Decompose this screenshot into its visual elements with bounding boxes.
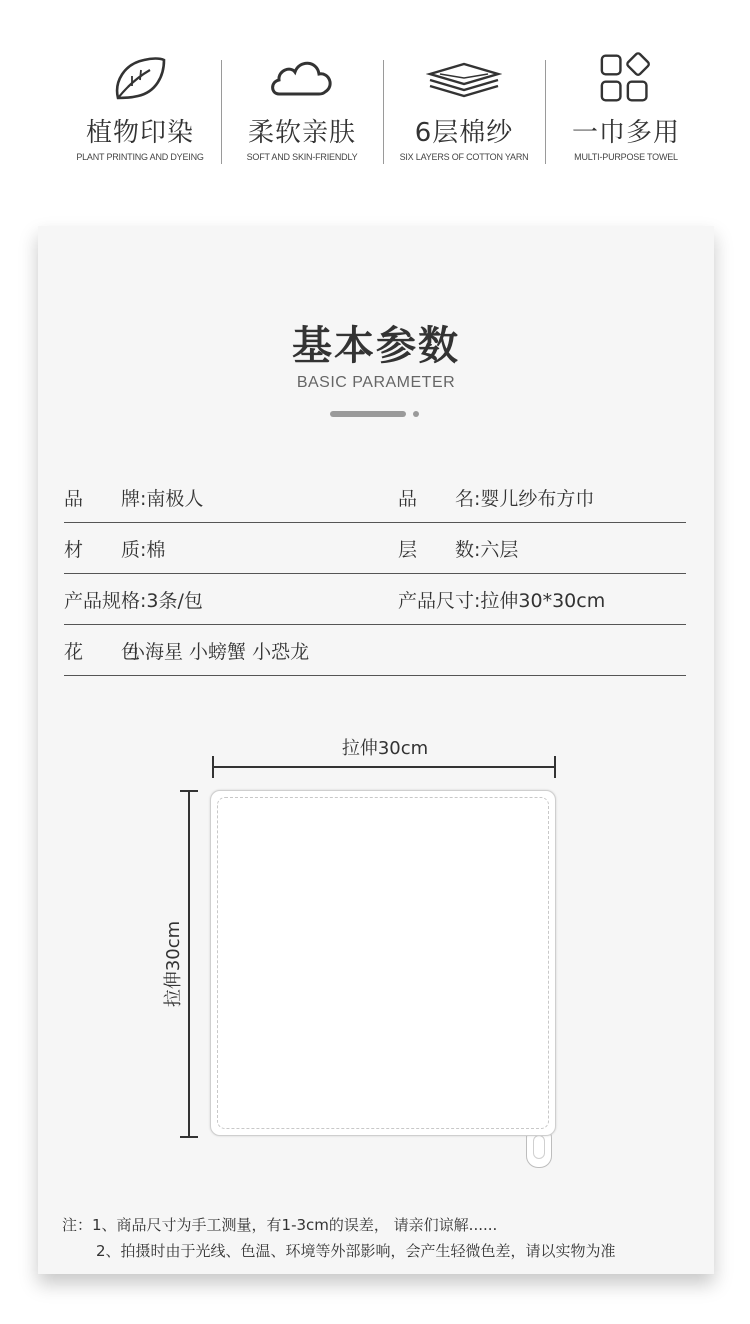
- width-dimension-label: 拉伸30cm: [341, 738, 429, 759]
- width-dimension-line: [212, 766, 556, 768]
- param-value: 小海星 小螃蟹 小恐龙: [126, 641, 310, 663]
- param-layers: [398, 535, 518, 562]
- param-material: [64, 535, 165, 562]
- feature-subtitle: PLANT PRINTING AND DYEING: [76, 152, 204, 162]
- param-value: 3条/包: [146, 590, 203, 612]
- height-dimension-line: [188, 790, 190, 1138]
- title-dot: [413, 411, 419, 417]
- param-pattern: [64, 637, 309, 664]
- param-value: 拉伸30*30cm: [480, 590, 606, 612]
- note-line: 2、拍摄时由于光线、色温、环境等外部影响，会产生轻微色差，请以实物为准: [96, 1242, 616, 1260]
- towel-illustration: [210, 790, 556, 1136]
- feature-title: 柔软亲肤: [247, 118, 356, 148]
- feature-title: 6层棉纱: [414, 118, 514, 148]
- param-row: [64, 472, 686, 523]
- param-label: 花 色: [64, 641, 141, 663]
- feature-soft: [222, 52, 382, 172]
- param-brand: [64, 484, 203, 511]
- grid-icon: [596, 52, 656, 104]
- param-row: [64, 523, 686, 574]
- parameter-table: [64, 472, 686, 676]
- param-row: [64, 625, 686, 676]
- param-label: 品 名:: [398, 488, 481, 510]
- feature-subtitle: SIX LAYERS OF COTTON YARN: [399, 152, 529, 162]
- param-spec: [64, 586, 203, 613]
- param-label: 产品规格:: [64, 590, 147, 612]
- parameter-card: [38, 226, 714, 1274]
- layers-icon: [426, 52, 502, 104]
- param-row: [64, 574, 686, 625]
- section-subtitle: BASIC PARAMETER: [296, 374, 456, 391]
- param-label: 层 数:: [398, 539, 481, 561]
- param-value: 婴儿纱布方巾: [480, 488, 595, 510]
- param-label: 产品尺寸:: [398, 590, 481, 612]
- param-value: 六层: [480, 539, 519, 561]
- section-title: 基本参数: [292, 323, 460, 369]
- note-line: 注：1、商品尺寸为手工测量，有1-3cm的误差， 请亲们谅解......: [62, 1216, 498, 1234]
- height-dimension-label: 拉伸30cm: [163, 920, 184, 1008]
- param-name: [398, 484, 594, 511]
- title-underline: [330, 411, 406, 417]
- feature-title: 植物印染: [85, 118, 194, 148]
- feature-multi-purpose: [546, 52, 706, 172]
- feature-plant-dyeing: [60, 52, 220, 172]
- towel-stitching: [217, 797, 549, 1129]
- cloud-icon: [267, 52, 337, 104]
- feature-title: 一巾多用: [571, 118, 680, 148]
- param-value: 南极人: [146, 488, 204, 510]
- feature-strip: [60, 52, 690, 172]
- feature-subtitle: MULTI-PURPOSE TOWEL: [574, 152, 678, 162]
- param-label: 品 牌:: [64, 488, 147, 510]
- feature-subtitle: SOFT AND SKIN-FRIENDLY: [246, 152, 358, 162]
- param-value: 棉: [146, 539, 166, 561]
- leaf-icon: [110, 52, 170, 104]
- notes: [62, 1212, 616, 1264]
- param-size: [398, 586, 605, 613]
- param-label: 材 质:: [64, 539, 147, 561]
- feature-six-layers: [384, 52, 544, 172]
